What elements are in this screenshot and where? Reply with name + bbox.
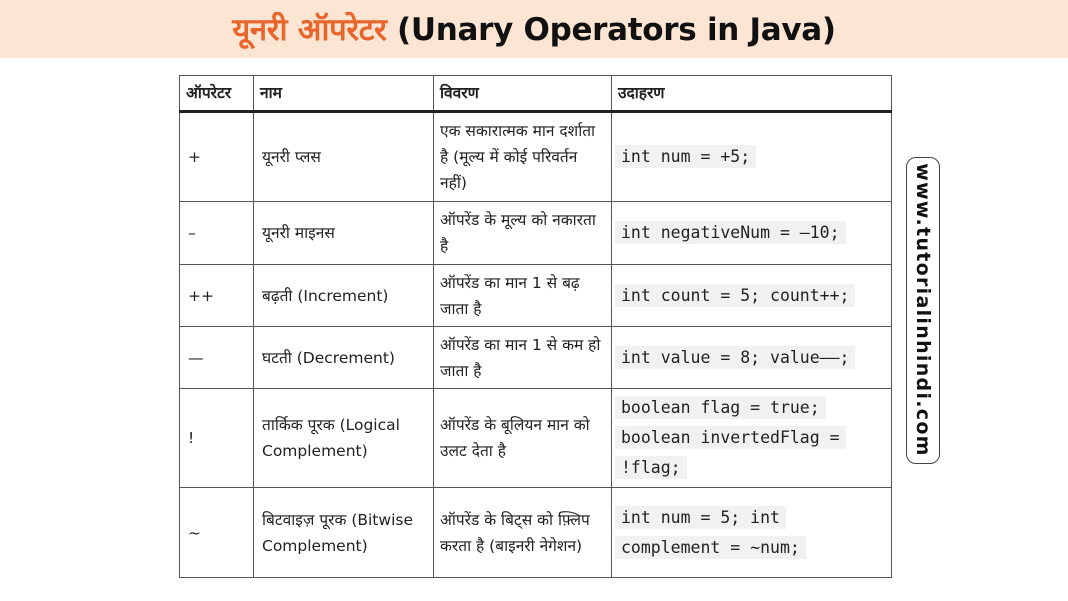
- table-row: [180, 389, 892, 488]
- title-banner: [0, 0, 1068, 58]
- operator-cell: +: [180, 112, 254, 202]
- operator-cell: —: [180, 327, 254, 389]
- unary-operators-table: [179, 75, 892, 578]
- name-cell: तार्किक पूरक (Logical Complement): [254, 389, 434, 488]
- title-hindi: यूनरी ऑपरेटर: [232, 12, 387, 48]
- page-title: [232, 8, 836, 50]
- name-cell: बिटवाइज़ पूरक (Bitwise Complement): [254, 488, 434, 578]
- description-cell: ऑपरेंड के बिट्स को फ़्लिप करता है (बाइनरी नेगेशन): [434, 488, 612, 578]
- example-cell: [612, 265, 892, 327]
- operator-cell: !: [180, 389, 254, 488]
- example-cell: [612, 389, 892, 488]
- operator-cell: –: [180, 202, 254, 265]
- description-cell: ऑपरेंड का मान 1 से कम हो जाता है: [434, 327, 612, 389]
- name-cell: यूनरी माइनस: [254, 202, 434, 265]
- example-cell: [612, 327, 892, 389]
- header-example: उदाहरण: [612, 76, 892, 112]
- code-snippet: boolean flag = true; boolean invertedFlag = !flag;: [615, 396, 846, 479]
- table-row: [180, 202, 892, 265]
- table-row: [180, 112, 892, 202]
- description-cell: ऑपरेंड के बूलियन मान को उलट देता है: [434, 389, 612, 488]
- table-row: [180, 327, 892, 389]
- table-row: [180, 488, 892, 578]
- operator-cell: ~: [180, 488, 254, 578]
- code-snippet: int count = 5; count++;: [615, 284, 855, 307]
- name-cell: यूनरी प्लस: [254, 112, 434, 202]
- code-snippet: int value = 8; value––;: [615, 346, 855, 369]
- code-snippet: int num = 5; int complement = ~num;: [615, 506, 806, 559]
- code-snippet: int negativeNum = –10;: [615, 221, 846, 244]
- name-cell: घटती (Decrement): [254, 327, 434, 389]
- description-cell: ऑपरेंड के मूल्य को नकारता है: [434, 202, 612, 265]
- example-cell: [612, 202, 892, 265]
- title-english: (Unary Operators in Java): [397, 12, 836, 48]
- description-cell: एक सकारात्मक मान दर्शाता है (मूल्य में कोई परिवर्तन नहीं): [434, 112, 612, 202]
- header-name: नाम: [254, 76, 434, 112]
- operator-cell: ++: [180, 265, 254, 327]
- example-cell: [612, 112, 892, 202]
- example-cell: [612, 488, 892, 578]
- description-cell: ऑपरेंड का मान 1 से बढ़ जाता है: [434, 265, 612, 327]
- header-description: विवरण: [434, 76, 612, 112]
- header-operator: ऑपरेटर: [180, 76, 254, 112]
- name-cell: बढ़ती (Increment): [254, 265, 434, 327]
- table-row: [180, 265, 892, 327]
- watermark-url: www.tutorialinhindi.com: [912, 163, 934, 457]
- table-header-row: [180, 76, 892, 112]
- code-snippet: int num = +5;: [615, 145, 756, 168]
